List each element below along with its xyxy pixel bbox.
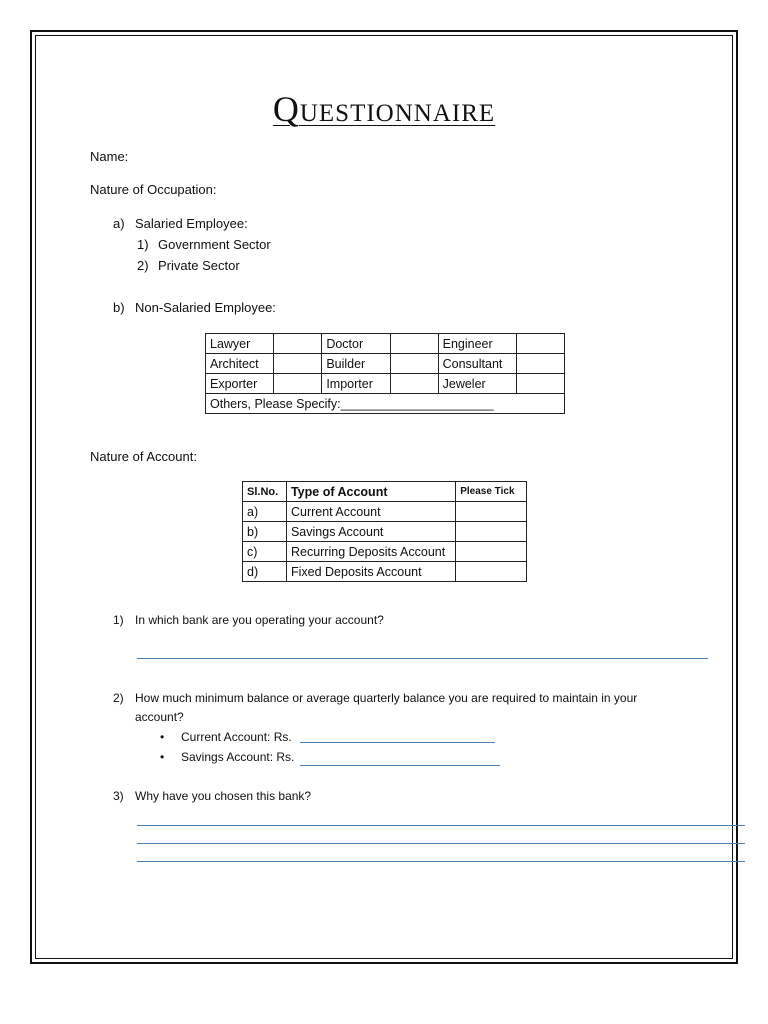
tick-box[interactable]	[516, 354, 564, 374]
occupation-cell: Architect	[206, 354, 274, 374]
table-row	[206, 334, 565, 354]
question-1-text: In which bank are you operating your account?	[135, 613, 384, 627]
answer-line-q3[interactable]	[137, 861, 745, 862]
question-3-text: Why have you chosen this bank?	[135, 789, 312, 803]
account-type-cell: Recurring Deposits Account	[286, 542, 455, 562]
savings-account-label: Savings Account: Rs.	[181, 750, 295, 764]
tick-box[interactable]	[516, 374, 564, 394]
question-1-marker: 1)	[113, 613, 124, 627]
table-row	[206, 354, 565, 374]
government-sector-label: Government Sector	[158, 237, 271, 252]
answer-line-q3[interactable]	[137, 843, 745, 844]
table-row	[243, 522, 527, 542]
occupation-cell: Doctor	[322, 334, 390, 354]
option-b-marker: b)	[113, 300, 125, 315]
occupation-cell: Consultant	[438, 354, 516, 374]
table-row	[206, 394, 565, 414]
tick-box[interactable]	[390, 354, 438, 374]
tick-box[interactable]	[274, 374, 322, 394]
tick-box[interactable]	[390, 374, 438, 394]
account-type-cell: Savings Account	[286, 522, 455, 542]
occupation-cell: Builder	[322, 354, 390, 374]
serial-cell: b)	[243, 522, 287, 542]
tick-box[interactable]	[516, 334, 564, 354]
column-header-tick: Please Tick	[456, 482, 527, 502]
serial-cell: c)	[243, 542, 287, 562]
table-row	[243, 502, 527, 522]
current-account-label: Current Account: Rs.	[181, 730, 292, 744]
account-type-cell: Current Account	[286, 502, 455, 522]
tick-box[interactable]	[390, 334, 438, 354]
question-3-marker: 3)	[113, 789, 124, 803]
name-label: Name:	[90, 149, 129, 164]
account-table	[242, 481, 527, 582]
bullet-dot: •	[160, 730, 165, 744]
others-specify-field[interactable]: Others, Please Specify:______________________	[206, 394, 565, 414]
savings-account-answer-line[interactable]	[300, 765, 500, 766]
question-2-text-line2: account?	[135, 710, 184, 724]
table-header-row	[243, 482, 527, 502]
table-row	[243, 542, 527, 562]
account-type-cell: Fixed Deposits Account	[286, 562, 455, 582]
tick-box[interactable]	[456, 522, 527, 542]
tick-box[interactable]	[456, 502, 527, 522]
occupation-table	[205, 333, 565, 414]
column-header-type: Type of Account	[286, 482, 455, 502]
answer-line-q3[interactable]	[137, 825, 745, 826]
table-row	[206, 374, 565, 394]
private-sector-label: Private Sector	[158, 258, 240, 273]
account-nature-label: Nature of Account:	[90, 449, 197, 464]
sub-item-marker: 1)	[137, 237, 149, 252]
occupation-cell: Lawyer	[206, 334, 274, 354]
page-title: Questionnaire	[272, 89, 496, 129]
occupation-cell: Exporter	[206, 374, 274, 394]
occupation-cell: Engineer	[438, 334, 516, 354]
question-2-marker: 2)	[113, 691, 124, 705]
serial-cell: d)	[243, 562, 287, 582]
question-2-text-line1: How much minimum balance or average quarterly balance you are required to maintain in your	[135, 691, 638, 705]
column-header-slno: Sl.No.	[243, 482, 287, 502]
non-salaried-employee-label: Non-Salaried Employee:	[135, 300, 276, 315]
occupation-cell: Jeweler	[438, 374, 516, 394]
option-a-marker: a)	[113, 216, 125, 231]
table-row	[243, 562, 527, 582]
serial-cell: a)	[243, 502, 287, 522]
occupation-label: Nature of Occupation:	[90, 182, 217, 197]
tick-box[interactable]	[456, 542, 527, 562]
tick-box[interactable]	[456, 562, 527, 582]
bullet-dot: •	[160, 750, 165, 764]
occupation-cell: Importer	[322, 374, 390, 394]
salaried-employee-label: Salaried Employee:	[135, 216, 248, 231]
tick-box[interactable]	[274, 354, 322, 374]
current-account-answer-line[interactable]	[300, 742, 495, 743]
sub-item-marker: 2)	[137, 258, 149, 273]
tick-box[interactable]	[274, 334, 322, 354]
answer-line-q1[interactable]	[137, 658, 708, 659]
